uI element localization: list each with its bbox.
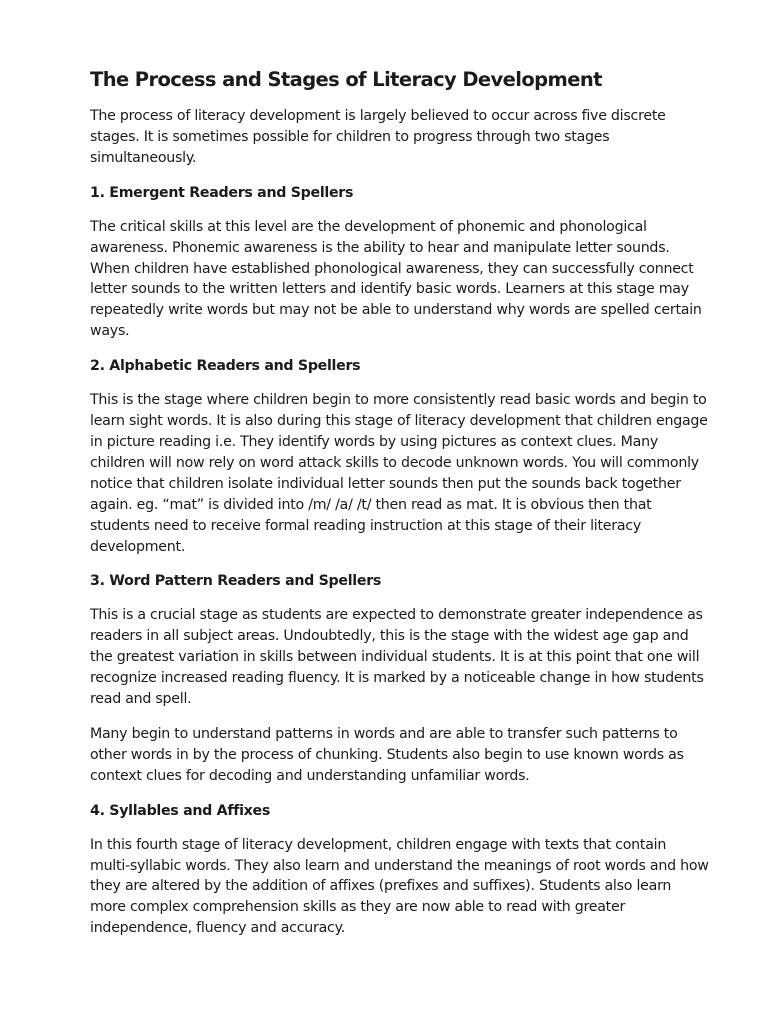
section-paragraph: The critical skills at this level are the development of phonemic and phonological awareness. Phonemic awareness is the ability to hear and manipulate letter sounds. When children have established phonological awareness, they can successfully connect letter sounds to the written letters and identify basic words. Learners at this stage may repeatedly write words but may not be able to understand why words are spelled certain ways. [90, 218, 702, 340]
section-syllables-affixes [90, 801, 710, 940]
section-heading: 3. Word Pattern Readers and Spellers [90, 573, 382, 590]
section-alphabetic-readers [90, 356, 710, 557]
section-emergent-readers [90, 183, 710, 342]
document-page [90, 66, 710, 953]
section-heading: 2. Alphabetic Readers and Spellers [90, 358, 361, 375]
section-paragraph: This is the stage where children begin to more consistently read basic words and begin to learn sight words. It is also during this stage of literacy development that children engage in picture reading i.e. They identify words by using pictures as context clues. Many children will now rely on word attack skills to decode unknown words. You will commonly notice that children isolate individual letter sounds then put the sounds back together again. eg. “mat” is divided into /m/ /a/ /t/ then read as mat. It is obvious then that students need to receive formal reading instruction at this stage of their literacy development. [90, 392, 708, 555]
section-paragraph: In this fourth stage of literacy development, children engage with texts that contain multi-syllabic words. They also learn and understand the meanings of root words and how they are altered by the addition of affixes (prefixes and suffixes). Students also learn more complex comprehension skills as they are now able to read with greater independence, fluency and accuracy. [90, 836, 709, 937]
section-heading: 4. Syllables and Affixes [90, 802, 270, 819]
section-heading: 1. Emergent Readers and Spellers [90, 184, 354, 201]
section-word-pattern-readers [90, 571, 710, 786]
section-paragraph: Many begin to understand patterns in words and are able to transfer such patterns to other words in by the process of chunking. Students also begin to use known words as context clues for decoding and understanding unfamiliar words. [90, 725, 684, 784]
document-title: The Process and Stages of Literacy Development [90, 68, 602, 91]
intro-paragraph: The process of literacy development is largely believed to occur across five discrete stages. It is sometimes possible for children to progress through two stages simultaneously. [90, 108, 666, 166]
section-paragraph: This is a crucial stage as students are expected to demonstrate greater independence as readers in all subject areas. Undoubtedly, this is the stage with the widest age gap and the greatest variation in skills between individual students. It is at this point that one will recognize increased reading fluency. It is marked by a noticeable change in how students read and spell. [90, 607, 704, 708]
